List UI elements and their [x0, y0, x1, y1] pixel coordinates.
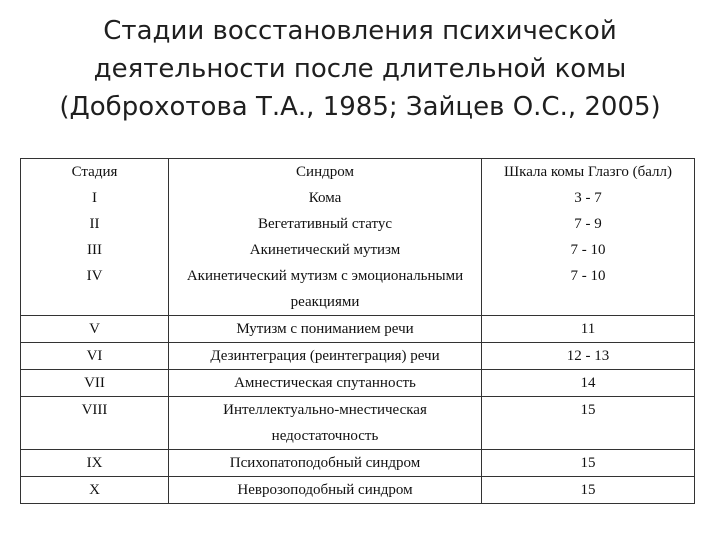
syndrome-cell: Амнестическая спутанность — [169, 370, 482, 397]
scale-cell: 7 - 10 — [482, 237, 695, 263]
stage-cell: VII — [21, 370, 169, 397]
stage-cell: X — [21, 477, 169, 504]
title-line-2: деятельности после длительной комы — [93, 54, 627, 84]
stages-table — [20, 158, 695, 504]
table-row — [21, 343, 695, 370]
syndrome-cell: Дезинтеграция (реинтеграция) речи — [169, 343, 482, 370]
title-line-1: Стадии восстановления психической — [103, 16, 617, 46]
stage-cell: IV — [21, 263, 169, 316]
stage-cell: I — [21, 185, 169, 211]
syndrome-cell: Акинетический мутизм с эмоциональными реакциями — [169, 263, 482, 316]
table-header-row — [21, 159, 695, 186]
scale-cell: 15 — [482, 450, 695, 477]
recovery-stages-table — [20, 158, 694, 504]
syndrome-cell: Мутизм с пониманием речи — [169, 316, 482, 343]
stage-cell: IX — [21, 450, 169, 477]
table-row — [21, 316, 695, 343]
stage-cell: VIII — [21, 397, 169, 450]
stage-cell: VI — [21, 343, 169, 370]
syndrome-cell: Вегетативный статус — [169, 211, 482, 237]
table-row — [21, 477, 695, 504]
scale-cell: 3 - 7 — [482, 185, 695, 211]
syndrome-cell: Психопатоподобный синдром — [169, 450, 482, 477]
scale-cell: 15 — [482, 397, 695, 450]
table-row — [21, 450, 695, 477]
header-scale: Шкала комы Глазго (балл) — [482, 159, 695, 186]
header-stage: Стадия — [21, 159, 169, 186]
table-row — [21, 370, 695, 397]
syndrome-cell: Интеллектуально-мнестическая недостаточность — [169, 397, 482, 450]
scale-cell: 14 — [482, 370, 695, 397]
stage-cell: II — [21, 211, 169, 237]
scale-cell: 7 - 9 — [482, 211, 695, 237]
title-line-3: (Доброхотова Т.А., 1985; Зайцев О.С., 2005) — [59, 92, 661, 122]
header-syndrome: Синдром — [169, 159, 482, 186]
table-row — [21, 211, 695, 237]
syndrome-cell: Акинетический мутизм — [169, 237, 482, 263]
table-row — [21, 397, 695, 450]
stage-cell: V — [21, 316, 169, 343]
stage-cell: III — [21, 237, 169, 263]
scale-cell: 7 - 10 — [482, 263, 695, 316]
table-row — [21, 237, 695, 263]
page-title — [0, 12, 720, 126]
syndrome-cell: Кома — [169, 185, 482, 211]
table-row — [21, 185, 695, 211]
scale-cell: 12 - 13 — [482, 343, 695, 370]
scale-cell: 15 — [482, 477, 695, 504]
syndrome-cell: Неврозоподобный синдром — [169, 477, 482, 504]
table-row — [21, 263, 695, 316]
scale-cell: 11 — [482, 316, 695, 343]
